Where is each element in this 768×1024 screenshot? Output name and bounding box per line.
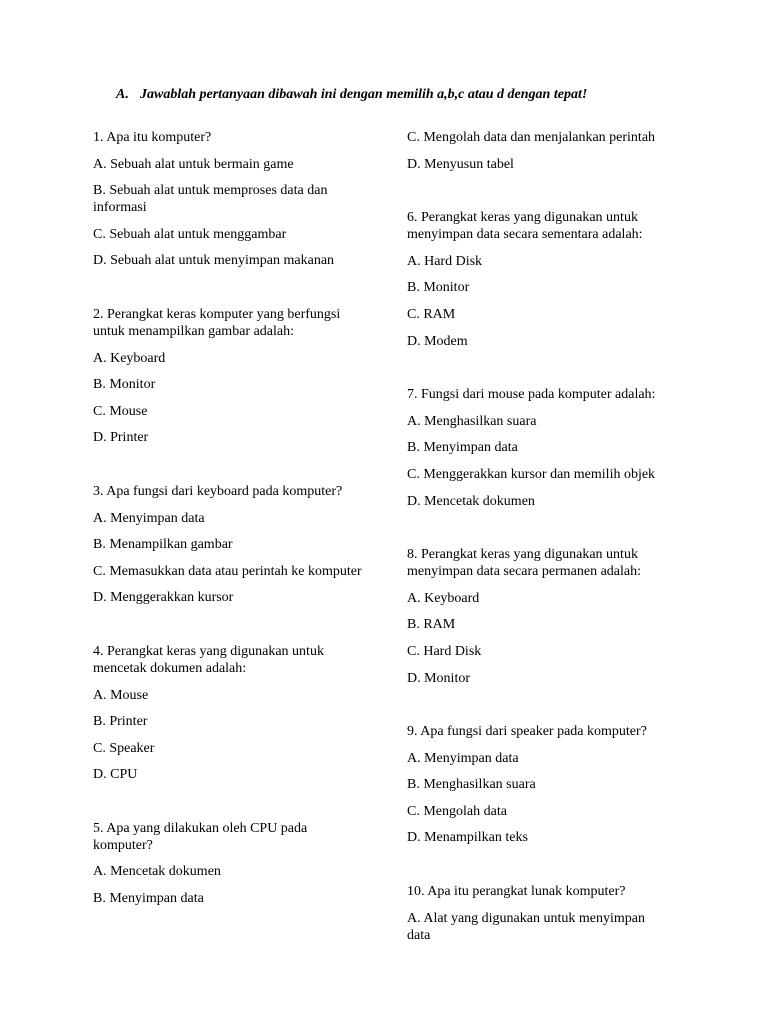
question-spacer xyxy=(407,696,667,723)
section-letter: A. xyxy=(116,87,129,102)
answer-option: A. Menyimpan data xyxy=(93,510,205,526)
answer-option: C. RAM xyxy=(407,306,456,322)
answer-option: A. Alat yang digunakan untuk menyimpan data xyxy=(407,910,645,943)
answer-option: D. Modem xyxy=(407,333,468,349)
answer-option: D. CPU xyxy=(93,767,138,783)
answer-option: A. Menghasilkan suara xyxy=(407,413,537,429)
answer-option: B. RAM xyxy=(407,617,456,633)
question-spacer xyxy=(407,359,667,386)
question-text: 10. Apa itu perangkat lunak komputer? xyxy=(407,884,626,900)
answer-option: C. Hard Disk xyxy=(407,643,482,659)
answer-option: A. Mouse xyxy=(93,687,149,703)
answer-option: A. Mencetak dokumen xyxy=(93,864,221,880)
answer-option: C. Memasukkan data atau perintah ke komputer xyxy=(93,563,362,579)
answer-option: C. Mengolah data xyxy=(407,803,507,819)
question-spacer xyxy=(407,856,667,883)
answer-option: D. Monitor xyxy=(407,670,470,686)
answer-option: D. Sebuah alat untuk menyimpan makanan xyxy=(93,253,335,269)
answer-option: B. Monitor xyxy=(93,377,156,393)
answer-option: C. Mengolah data dan menjalankan perintah xyxy=(407,130,656,145)
question-spacer xyxy=(93,279,363,306)
answer-option: A. Keyboard xyxy=(407,590,480,606)
answer-option: C. Mouse xyxy=(93,403,148,419)
answer-option: D. Menggerakkan kursor xyxy=(93,590,234,606)
answer-option: D. Menampilkan teks xyxy=(407,830,528,846)
answer-option: B. Menyimpan data xyxy=(407,440,518,456)
answer-option: D. Menyusun tabel xyxy=(407,156,514,172)
answer-option: B. Sebuah alat untuk memproses data dan informasi xyxy=(93,183,328,216)
answer-option: C. Speaker xyxy=(93,740,155,756)
question-text: 8. Perangkat keras yang digunakan untuk menyimpan data secara permanen adalah: xyxy=(407,547,641,580)
answer-option: B. Printer xyxy=(93,714,148,730)
answer-option: C. Sebuah alat untuk menggambar xyxy=(93,226,287,242)
right-question-column xyxy=(407,129,667,953)
question-spacer xyxy=(407,182,667,209)
answer-option: A. Menyimpan data xyxy=(407,750,519,766)
question-text: 4. Perangkat keras yang digunakan untuk mencetak dokumen adalah: xyxy=(93,643,324,676)
answer-option: B. Menampilkan gambar xyxy=(93,537,233,553)
question-spacer xyxy=(93,793,363,820)
answer-option: A. Sebuah alat untuk bermain game xyxy=(93,156,294,172)
answer-option: A. Keyboard xyxy=(93,350,166,366)
question-text: 3. Apa fungsi dari keyboard pada komputer? xyxy=(93,483,343,499)
answer-option: B. Menghasilkan suara xyxy=(407,777,536,793)
answer-option: B. Monitor xyxy=(407,280,470,296)
answer-option: D. Mencetak dokumen xyxy=(407,493,535,509)
left-question-column xyxy=(93,129,363,917)
question-text: 2. Perangkat keras komputer yang berfungsi untuk menampilkan gambar adalah: xyxy=(93,306,341,339)
answer-option: C. Menggerakkan kursor dan memilih objek xyxy=(407,466,656,482)
instruction-heading xyxy=(116,87,587,103)
question-text: 6. Perangkat keras yang digunakan untuk menyimpan data secara sementara adalah: xyxy=(407,210,643,243)
question-spacer xyxy=(93,456,363,483)
question-text: 1. Apa itu komputer? xyxy=(93,130,212,145)
question-text: 7. Fungsi dari mouse pada komputer adalah: xyxy=(407,387,656,403)
question-spacer xyxy=(93,616,363,643)
question-text: 5. Apa yang dilakukan oleh CPU pada komputer? xyxy=(93,820,308,853)
instruction-text: Jawablah pertanyaan dibawah ini dengan memilih a,b,c atau d dengan tepat! xyxy=(140,87,588,102)
answer-option: A. Hard Disk xyxy=(407,253,483,269)
answer-option: B. Menyimpan data xyxy=(93,891,204,907)
question-spacer xyxy=(407,519,667,546)
answer-option: D. Printer xyxy=(93,430,149,446)
question-text: 9. Apa fungsi dari speaker pada komputer? xyxy=(407,724,647,740)
